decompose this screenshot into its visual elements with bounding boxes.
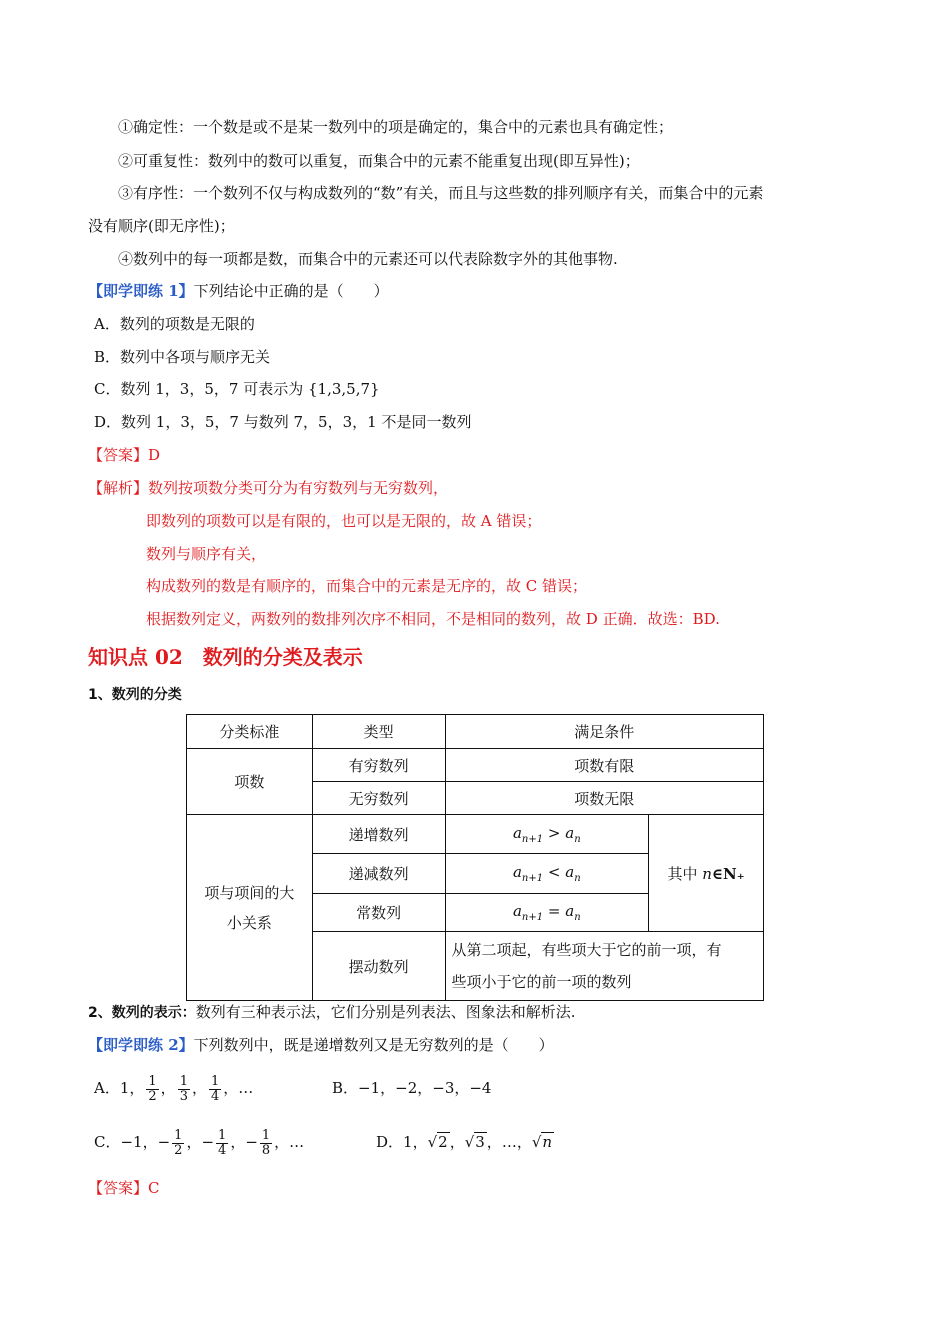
table-row — [187, 815, 764, 854]
fraction-numerator: 1 — [174, 1127, 183, 1143]
fraction — [209, 1075, 221, 1103]
exercise1-option-d: D．数列 1，3，5，7 与数列 7，5，3，1 不是同一数列 — [94, 413, 472, 431]
table-condition: 项数无限 — [445, 782, 763, 815]
fraction — [146, 1075, 158, 1103]
table-row — [187, 749, 764, 782]
option-a-label: A．1， — [94, 1079, 145, 1097]
exercise1-question — [88, 280, 389, 301]
exercise1-option-c-set: {1,3,5,7} — [307, 380, 380, 398]
exercise1-answer — [88, 444, 160, 465]
formula-subscript: n+1 — [521, 912, 544, 923]
subsection-representation-text: 数列有三种表示法，它们分别是列表法、图象法和解析法. — [195, 1003, 576, 1021]
table-condition-formula — [445, 815, 649, 854]
option-c-tail: ，… — [274, 1133, 305, 1151]
exercise1-stem: 下列结论中正确的是（ ） — [193, 282, 389, 300]
exercise2-question — [88, 1034, 554, 1055]
fraction — [172, 1129, 184, 1157]
exercise2-tag: 【即学即练 2】 — [88, 1036, 194, 1054]
formula-a: a — [565, 902, 575, 920]
property-order-line2: 没有顺序(即无序性)； — [88, 217, 235, 235]
analysis-line: 根据数列定义，两数列的数排列次序不相同，不是相同的数列，故 D 正确．故选：BD. — [146, 610, 720, 628]
analysis-line: 即数列的项数可以是有限的，也可以是无限的，故 A 错误； — [146, 512, 542, 530]
option-c-label: C．−1， — [94, 1133, 158, 1151]
ellipsis: … — [501, 1133, 517, 1151]
where-text: 其中 — [667, 864, 698, 883]
section-title: 知识点 02 数列的分类及表示 — [88, 645, 363, 669]
fraction — [178, 1075, 190, 1103]
fraction-numerator: 1 — [179, 1073, 188, 1089]
exercise1-option-c-text: C．数列 1，3，5，7 可表示为 — [94, 380, 304, 398]
subsection-representation-title: 2、数列的表示： — [88, 1005, 196, 1021]
answer-value: D — [148, 446, 161, 464]
exercise2-stem: 下列数列中，既是递增数列又是无穷数列的是（ ） — [193, 1036, 554, 1054]
formula-a: a — [565, 863, 575, 881]
fraction-numerator: 1 — [210, 1073, 220, 1089]
fraction-denominator: 3 — [179, 1088, 188, 1104]
fraction-denominator: 8 — [261, 1142, 271, 1158]
formula-a: a — [512, 823, 522, 842]
table-condition-oscillating — [445, 932, 763, 1001]
formula-subscript: n — [574, 912, 581, 923]
table-condition-formula — [445, 894, 649, 932]
where-n: n — [702, 864, 712, 883]
osc-cond-line2: 些项小于它的前一项的数列 — [451, 973, 632, 991]
fraction-denominator: 4 — [218, 1142, 227, 1158]
option-d-label: D．1， — [376, 1133, 428, 1151]
fraction-denominator: 2 — [148, 1088, 157, 1104]
exercise2-option-a: A．1， $\frac{1}{2}$ ， $\frac{1}{3}$ ， $\frac{1}{4}$ ，… — [94, 1073, 254, 1104]
table-group-order-line2: 小关系 — [226, 913, 272, 932]
analysis-tag: 【解析】 — [88, 479, 149, 497]
exercise1-tag: 【即学即练 1】 — [88, 282, 194, 300]
classification-table — [186, 714, 764, 1001]
table-condition: 项数有限 — [445, 749, 763, 782]
exercise2-answer — [88, 1177, 160, 1198]
fraction-numerator: 1 — [148, 1073, 157, 1089]
property-order-line1: ③有序性：一个数列不仅与构成数列的“数”有关，而且与这些数的排列顺序有关，而集合中的元素 — [118, 184, 764, 202]
formula-subscript: n+1 — [521, 833, 544, 845]
table-type: 递增数列 — [312, 815, 445, 854]
table-type: 摆动数列 — [312, 932, 445, 1001]
formula-a: a — [512, 863, 522, 881]
formula-subscript: n — [574, 833, 581, 845]
fraction — [216, 1129, 228, 1157]
exercise1-analysis — [88, 477, 448, 498]
table-group-order-line1: 项与项间的大 — [204, 883, 295, 902]
table-group-order — [187, 815, 313, 1001]
property-numeric: ④数列中的每一项都是数，而集合中的元素还可以代表除数字外的其他事物. — [118, 250, 618, 268]
table-type: 常数列 — [312, 894, 445, 932]
where-set: ∈N₊ — [711, 864, 745, 883]
exercise2-option-d: D．1，√2 ，√3 ，…，√n — [376, 1133, 553, 1151]
property-repeatability: ②可重复性：数列中的数可以重复，而集合中的元素不能重复出现(即互异性)； — [118, 152, 640, 170]
exercise1-option-b: B．数列中各项与顺序无关 — [94, 348, 271, 366]
table-header-row — [187, 715, 764, 749]
formula-op: = — [547, 902, 561, 920]
fraction-numerator: 1 — [218, 1127, 227, 1143]
fraction-denominator: 4 — [210, 1088, 220, 1104]
table-type: 有穷数列 — [312, 749, 445, 782]
formula-a: a — [512, 902, 522, 920]
exercise1-option-a: A．数列的项数是无限的 — [94, 315, 255, 333]
property-determinacy: ①确定性：一个数是或不是某一数列中的项是确定的，集合中的元素也具有确定性； — [118, 118, 674, 136]
table-type: 无穷数列 — [312, 782, 445, 815]
sqrt-radicand: 2 — [438, 1133, 448, 1151]
formula-subscript: n+1 — [521, 873, 544, 884]
answer-value: C — [148, 1179, 160, 1197]
analysis-line: 数列与顺序有关， — [146, 545, 267, 563]
analysis-line: 数列按项数分类可分为有穷数列与无穷数列， — [148, 479, 449, 497]
answer-tag: 【答案】 — [88, 446, 149, 464]
sqrt-radicand: n — [542, 1133, 553, 1151]
subsection-classification: 1、数列的分类 — [88, 687, 182, 703]
fraction-numerator: 1 — [261, 1127, 271, 1143]
table-condition-formula — [445, 854, 649, 894]
table-header: 分类标准 — [187, 715, 313, 749]
option-a-tail: ，… — [223, 1079, 254, 1097]
table-header: 类型 — [312, 715, 445, 749]
fraction-denominator: 2 — [174, 1142, 183, 1158]
table-where-note — [649, 815, 764, 932]
exercise2-option-b: B．−1，−2，−3，−4 — [332, 1079, 492, 1097]
fraction — [260, 1129, 272, 1157]
exercise2-option-c: C．−1，− $\frac{1}{2}$ ，− $\frac{1}{4}$ ，− $\frac{1}{8}$ ，… — [94, 1127, 305, 1158]
table-header: 满足条件 — [445, 715, 763, 749]
formula-subscript: n — [574, 873, 581, 884]
table-type: 递减数列 — [312, 854, 445, 894]
table-group-length: 项数 — [187, 749, 313, 815]
formula-a: a — [565, 823, 575, 842]
osc-cond-line1: 从第二项起，有些项大于它的前一项，有 — [451, 941, 722, 959]
formula-op: < — [547, 863, 561, 881]
sqrt-radicand: 3 — [475, 1133, 485, 1151]
subsection-representation — [88, 1001, 576, 1022]
formula-op: > — [547, 823, 561, 842]
answer-tag: 【答案】 — [88, 1179, 149, 1197]
exercise1-option-c — [94, 378, 380, 399]
analysis-line: 构成数列的数是有顺序的，而集合中的元素是无序的，故 C 错误； — [146, 577, 588, 595]
